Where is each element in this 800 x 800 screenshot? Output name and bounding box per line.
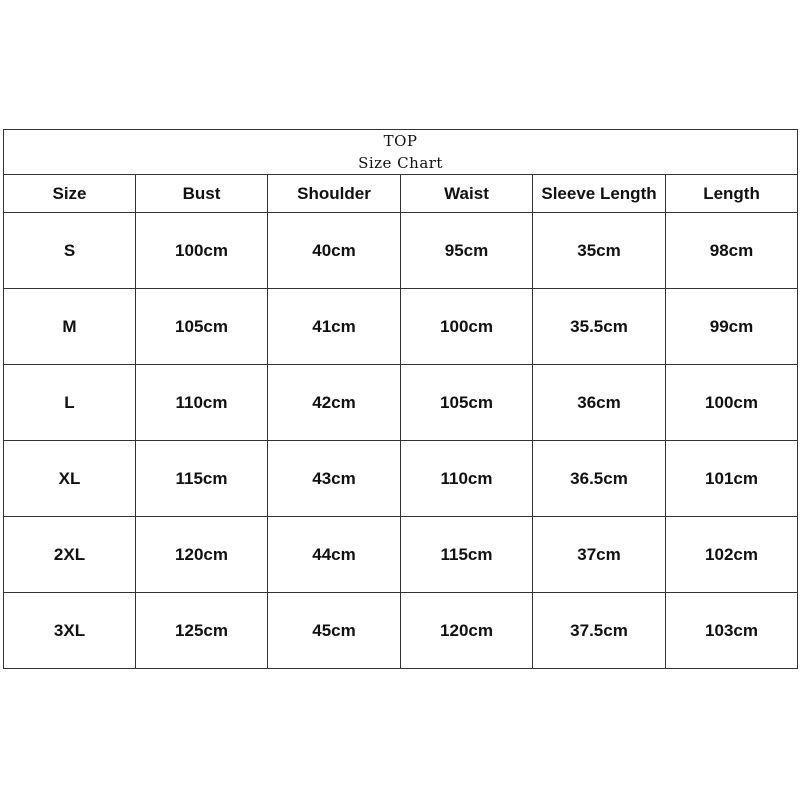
shoulder-cell: 41cm <box>268 289 401 365</box>
waist-cell: 120cm <box>401 593 533 669</box>
bust-cell: 100cm <box>136 213 268 289</box>
sleeve-length-cell: 36cm <box>533 365 666 441</box>
sleeve-length-cell: 37.5cm <box>533 593 666 669</box>
bust-cell: 110cm <box>136 365 268 441</box>
title-top: TOP <box>383 132 418 150</box>
size-cell: S <box>4 213 136 289</box>
bust-cell: 120cm <box>136 517 268 593</box>
header-bust: Bust <box>136 175 268 213</box>
shoulder-cell: 45cm <box>268 593 401 669</box>
title-row <box>4 130 798 175</box>
length-cell: 98cm <box>666 213 798 289</box>
header-length: Length <box>666 175 798 213</box>
size-chart-table <box>3 129 798 669</box>
size-cell: 3XL <box>4 593 136 669</box>
shoulder-cell: 43cm <box>268 441 401 517</box>
shoulder-cell: 42cm <box>268 365 401 441</box>
size-cell: M <box>4 289 136 365</box>
waist-cell: 115cm <box>401 517 533 593</box>
length-cell: 102cm <box>666 517 798 593</box>
waist-cell: 110cm <box>401 441 533 517</box>
table-row <box>4 213 798 289</box>
size-cell: L <box>4 365 136 441</box>
header-waist: Waist <box>401 175 533 213</box>
bust-cell: 115cm <box>136 441 268 517</box>
table-row <box>4 517 798 593</box>
length-cell: 103cm <box>666 593 798 669</box>
waist-cell: 95cm <box>401 213 533 289</box>
table-title <box>4 130 798 175</box>
waist-cell: 105cm <box>401 365 533 441</box>
header-size: Size <box>4 175 136 213</box>
title-size-chart: Size Chart <box>358 154 443 172</box>
length-cell: 99cm <box>666 289 798 365</box>
table-row <box>4 365 798 441</box>
bust-cell: 105cm <box>136 289 268 365</box>
header-shoulder: Shoulder <box>268 175 401 213</box>
table-row <box>4 441 798 517</box>
bust-cell: 125cm <box>136 593 268 669</box>
length-cell: 100cm <box>666 365 798 441</box>
sleeve-length-cell: 35cm <box>533 213 666 289</box>
waist-cell: 100cm <box>401 289 533 365</box>
length-cell: 101cm <box>666 441 798 517</box>
table-row <box>4 289 798 365</box>
size-cell: XL <box>4 441 136 517</box>
shoulder-cell: 40cm <box>268 213 401 289</box>
sleeve-length-cell: 37cm <box>533 517 666 593</box>
sleeve-length-cell: 35.5cm <box>533 289 666 365</box>
header-sleeve-length: Sleeve Length <box>533 175 666 213</box>
sleeve-length-cell: 36.5cm <box>533 441 666 517</box>
header-row <box>4 175 798 213</box>
size-cell: 2XL <box>4 517 136 593</box>
shoulder-cell: 44cm <box>268 517 401 593</box>
table-row <box>4 593 798 669</box>
